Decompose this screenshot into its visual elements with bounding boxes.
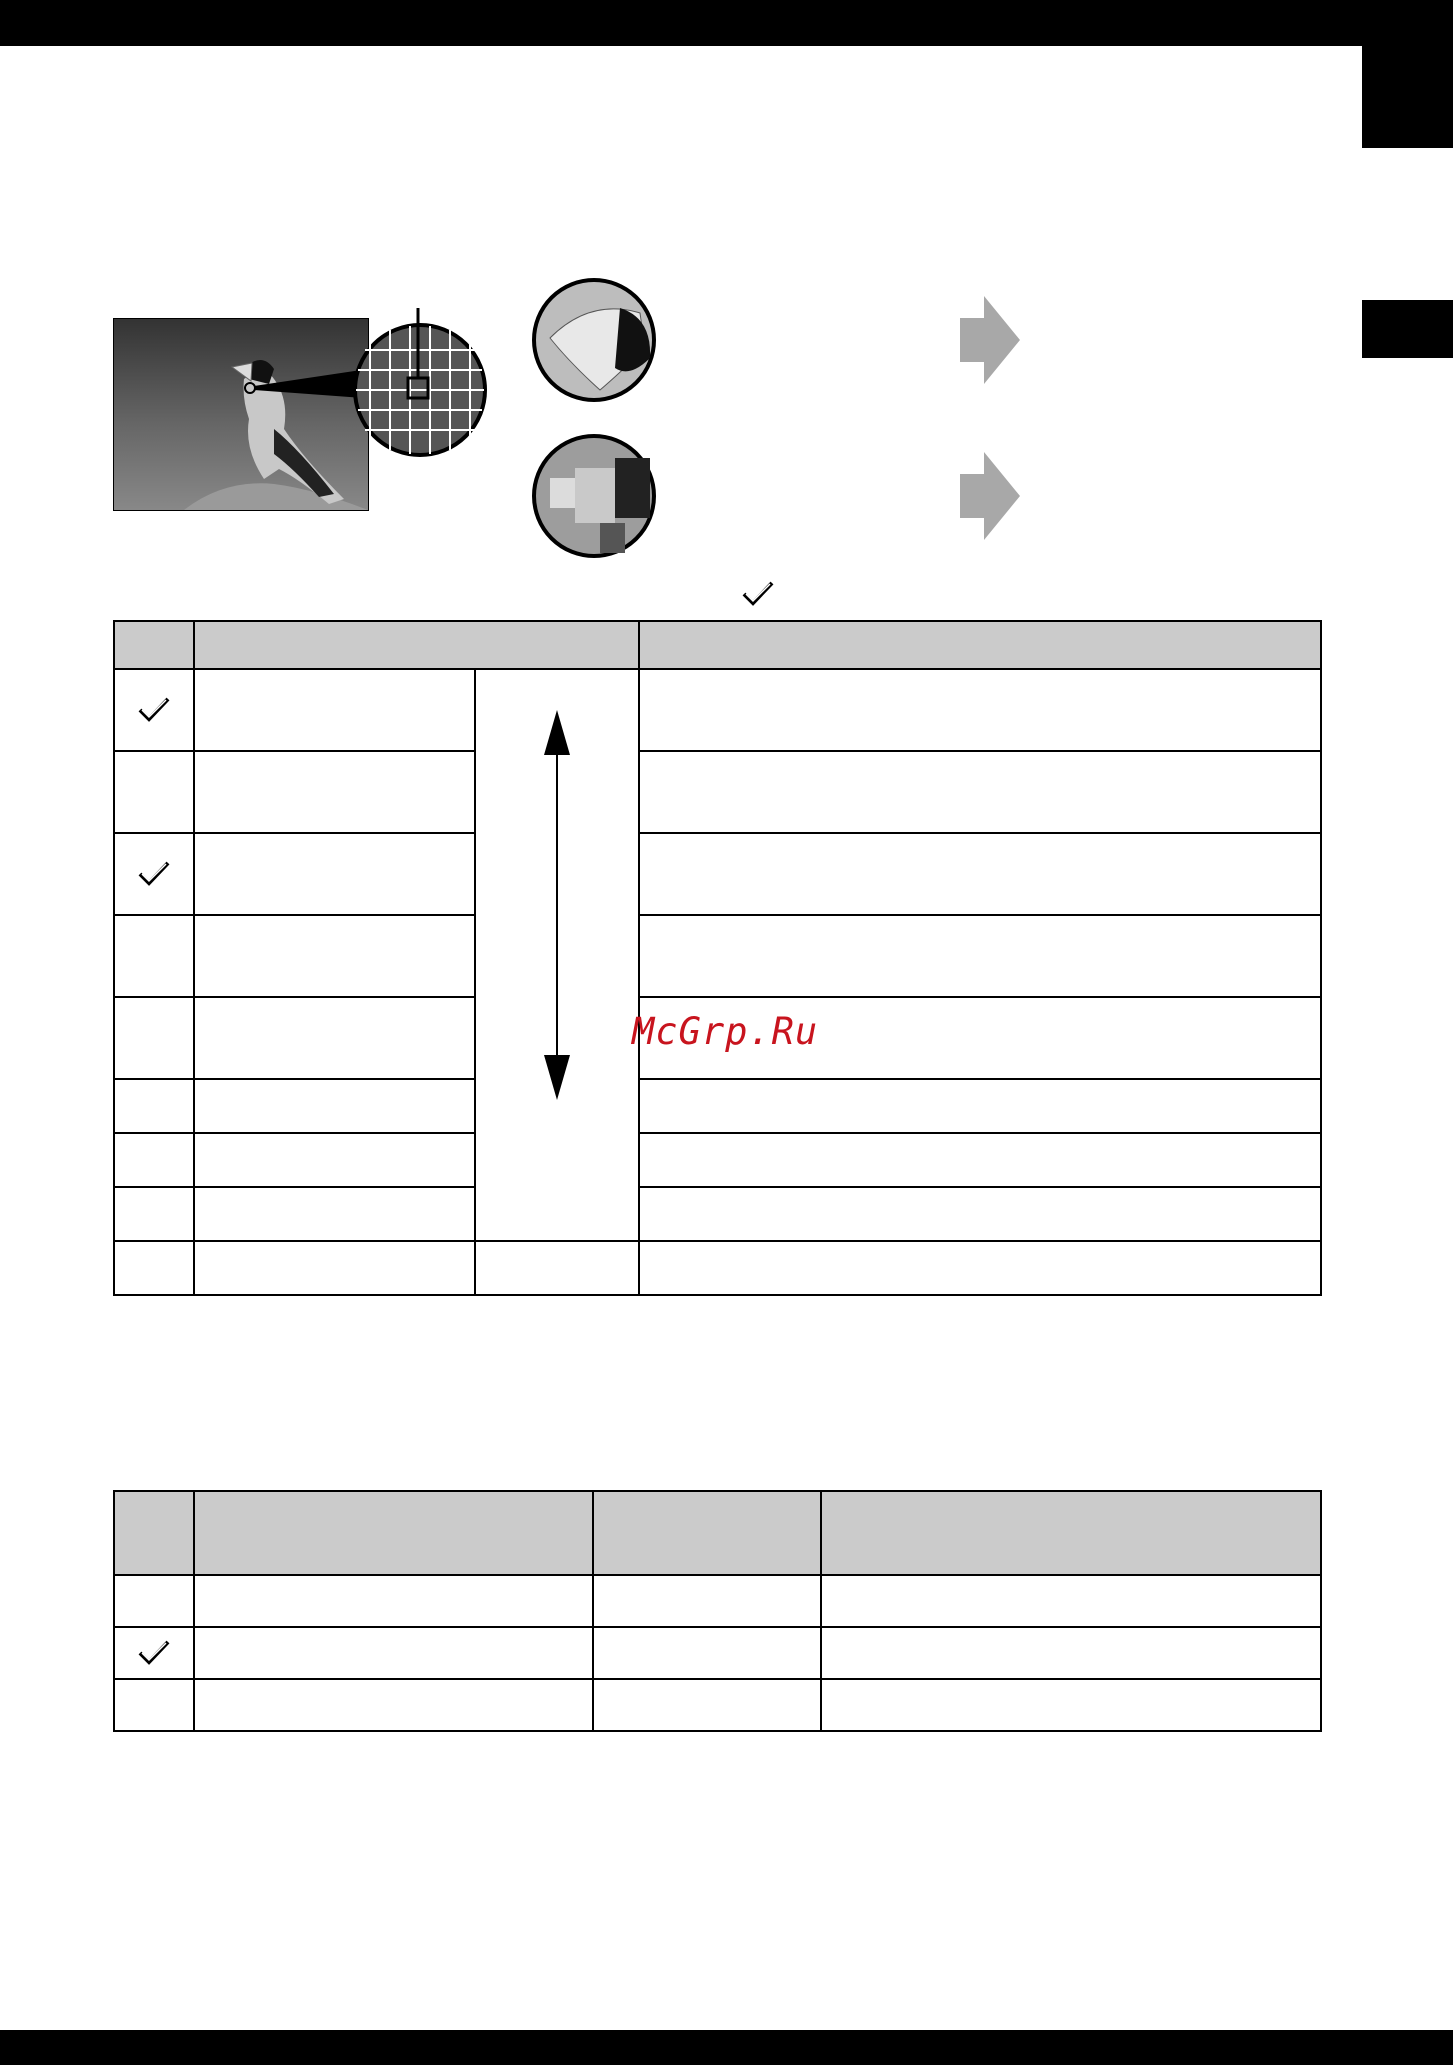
size-cell	[194, 1133, 475, 1187]
usage-cell	[639, 751, 1321, 833]
image-size-table	[113, 620, 1322, 1296]
cell	[821, 1575, 1321, 1627]
size-cell	[194, 833, 475, 915]
header-cell	[821, 1491, 1321, 1575]
cell	[821, 1679, 1321, 1731]
check-cell	[114, 833, 194, 915]
table-row	[114, 1079, 1321, 1133]
detail-circles	[530, 278, 660, 558]
check-cell	[114, 669, 194, 751]
arrow-right-icon	[958, 296, 1024, 386]
size-cell	[194, 997, 475, 1079]
usage-cell	[639, 1241, 1321, 1295]
header-cell	[639, 621, 1321, 669]
size-cell	[194, 1241, 475, 1295]
header-cell	[194, 1491, 593, 1575]
check-cell	[114, 1679, 194, 1731]
cell	[194, 1679, 593, 1731]
usage-cell	[639, 1187, 1321, 1241]
usage-cell	[639, 669, 1321, 751]
cell	[821, 1627, 1321, 1679]
size-cell	[194, 915, 475, 997]
magnifier-diagram	[240, 300, 530, 570]
watermark: McGrp.Ru	[632, 1010, 819, 1053]
table-row	[114, 1627, 1321, 1679]
quality-range-cell	[475, 669, 639, 1241]
cell	[194, 1575, 593, 1627]
header-cell	[194, 621, 639, 669]
check-mark-icon	[137, 1639, 171, 1667]
check-cell	[114, 997, 194, 1079]
check-mark-icon	[137, 696, 171, 724]
table-row	[114, 751, 1321, 833]
header-cell	[593, 1491, 821, 1575]
table-row	[114, 915, 1321, 997]
check-cell	[114, 1187, 194, 1241]
size-cell	[194, 669, 475, 751]
table-row	[114, 1241, 1321, 1295]
check-cell	[114, 915, 194, 997]
check-cell	[114, 1241, 194, 1295]
usage-cell	[639, 915, 1321, 997]
header-cell	[114, 621, 194, 669]
cell	[194, 1627, 593, 1679]
table-row	[114, 833, 1321, 915]
table-row	[114, 1679, 1321, 1731]
size-cell	[194, 1079, 475, 1133]
double-arrow-vertical-icon	[537, 710, 577, 1110]
check-mark-icon	[741, 580, 775, 608]
check-cell	[114, 1627, 194, 1679]
size-cell	[194, 1187, 475, 1241]
table-row	[114, 1575, 1321, 1627]
cell	[593, 1627, 821, 1679]
check-cell	[114, 751, 194, 833]
table-row	[114, 1133, 1321, 1187]
check-mark-icon	[137, 860, 171, 888]
usage-cell	[639, 833, 1321, 915]
usage-cell	[639, 1133, 1321, 1187]
bottom-bar	[0, 2030, 1453, 2065]
check-cell	[114, 1133, 194, 1187]
check-cell	[114, 1079, 194, 1133]
table-header-row	[114, 621, 1321, 669]
quality-cell	[475, 1241, 639, 1295]
size-cell	[194, 751, 475, 833]
table-row	[114, 669, 1321, 751]
cell	[593, 1679, 821, 1731]
arrow-right-icon	[958, 452, 1024, 542]
check-cell	[114, 1575, 194, 1627]
top-bar	[0, 0, 1453, 46]
header-cell	[114, 1491, 194, 1575]
cell	[593, 1575, 821, 1627]
usage-cell	[639, 1079, 1321, 1133]
table-header-row	[114, 1491, 1321, 1575]
language-tab-marker	[1362, 300, 1453, 358]
table-row	[114, 1187, 1321, 1241]
image-quality-table	[113, 1490, 1322, 1732]
section-tab-marker	[1362, 46, 1453, 148]
